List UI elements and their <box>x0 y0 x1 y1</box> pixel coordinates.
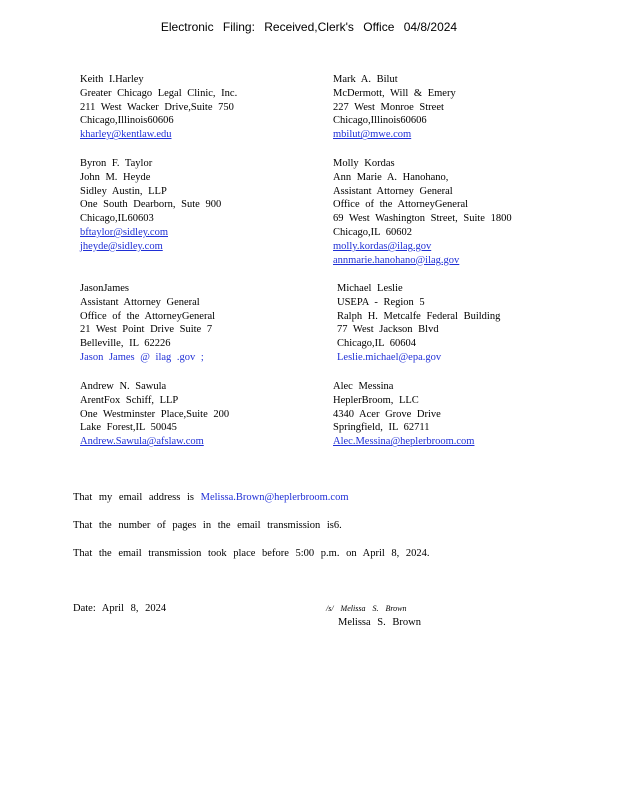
entry-line: Chicago,Illinois60606 <box>80 115 174 127</box>
entry-line: 77 West Jackson Blvd <box>337 324 439 336</box>
email-text[interactable]: Leslie.michael@epa.gov <box>337 351 442 363</box>
entry-line: Chicago,IL60603 <box>80 213 154 225</box>
email-link[interactable]: kharley@kentlaw.edu <box>80 129 172 141</box>
entry-line: Office of the AttorneyGeneral <box>333 199 469 211</box>
email-link[interactable]: bftaylor@sidley.com <box>80 226 169 238</box>
entry-line: Chicago,IL 60604 <box>337 338 417 350</box>
statement-email <box>73 492 349 503</box>
email-link[interactable]: jheyde@sidley.com <box>80 240 163 252</box>
entry-line: 4340 Acer Grove Drive <box>333 408 441 420</box>
statement-pages: That the number of pages in the email transmission is6. <box>73 520 342 531</box>
entry-line: 69 West Washington Street, Suite 1800 <box>333 213 512 225</box>
service-entry-bilut <box>333 73 456 142</box>
service-entry-messina <box>333 380 474 449</box>
entry-line: JasonJames <box>80 283 129 294</box>
service-entry-harley <box>80 73 237 142</box>
email-link[interactable]: Andrew.Sawula@afslaw.com <box>80 436 204 448</box>
signer-name: Melissa S. Brown <box>338 617 421 628</box>
service-entry-james <box>80 282 215 365</box>
email-link[interactable]: molly.kordas@ilag.gov <box>333 240 432 252</box>
service-entry-sawula <box>80 380 229 449</box>
signature-date: Date: April 8, 2024 <box>73 603 167 614</box>
entry-line: Alec Messina <box>333 381 394 392</box>
filing-header: Electronic Filing: Received,Clerk's Office 04/8/2024 <box>160 20 458 34</box>
entry-line: Chicago,IL 60602 <box>333 226 413 238</box>
entry-line: Byron F. Taylor <box>80 158 153 169</box>
entry-line: 21 West Point Drive Suite 7 <box>80 324 213 336</box>
entry-line: ArentFox Schiff, LLP <box>80 394 179 406</box>
entry-line: Assistant Attorney General <box>80 296 200 308</box>
entry-line: Lake Forest,IL 50045 <box>80 422 177 434</box>
email-link[interactable]: mbilut@mwe.com <box>333 129 412 141</box>
entry-line: Ralph H. Metcalfe Federal Building <box>337 310 501 322</box>
entry-line: Assistant Attorney General <box>333 185 453 197</box>
electronic-signature: /s/ Melissa S. Brown <box>326 604 407 613</box>
entry-line: Belleville, IL 62226 <box>80 338 171 350</box>
entry-line: Ann Marie A. Hanohano, <box>333 171 449 183</box>
entry-line: 227 West Monroe Street <box>333 101 444 113</box>
entry-line: Mark A. Bilut <box>333 74 398 85</box>
service-entry-leslie <box>337 282 500 365</box>
entry-line: One South Dearborn, Sute 900 <box>80 199 222 211</box>
entry-line: 211 West Wacker Drive,Suite 750 <box>80 101 234 113</box>
email-link[interactable]: Alec.Messina@heplerbroom.com <box>333 436 475 448</box>
entry-line: Greater Chicago Legal Clinic, Inc. <box>80 87 238 99</box>
entry-line: Michael Leslie <box>337 283 403 294</box>
entry-line: Andrew N. Sawula <box>80 381 167 392</box>
entry-line: Keith I.Harley <box>80 74 144 85</box>
entry-line: Springfield, IL 62711 <box>333 422 430 434</box>
entry-line: McDermott, Will & Emery <box>333 87 456 99</box>
statement-time: That the email transmission took place before 5:00 p.m. on April 8, 2024. <box>73 548 430 559</box>
entry-line: John M. Heyde <box>80 171 151 183</box>
entry-line: USEPA - Region 5 <box>337 296 425 308</box>
email-link[interactable]: annmarie.hanohano@ilag.gov <box>333 254 460 266</box>
statement-email-prefix: That my email address is <box>73 492 194 503</box>
entry-line: One Westminster Place,Suite 200 <box>80 408 230 420</box>
entry-line: Office of the AttorneyGeneral <box>80 310 216 322</box>
entry-line: Chicago,Illinois60606 <box>333 115 427 127</box>
sender-email[interactable]: Melissa.Brown@heplerbroom.com <box>200 492 349 503</box>
email-text[interactable]: Jason James @ ilag .gov ; <box>80 351 204 363</box>
service-entry-taylor <box>80 157 221 254</box>
entry-line: HeplerBroom, LLC <box>333 394 419 406</box>
entry-line: Molly Kordas <box>333 158 395 169</box>
service-entry-kordas <box>333 157 512 267</box>
entry-line: Sidley Austin, LLP <box>80 185 167 197</box>
